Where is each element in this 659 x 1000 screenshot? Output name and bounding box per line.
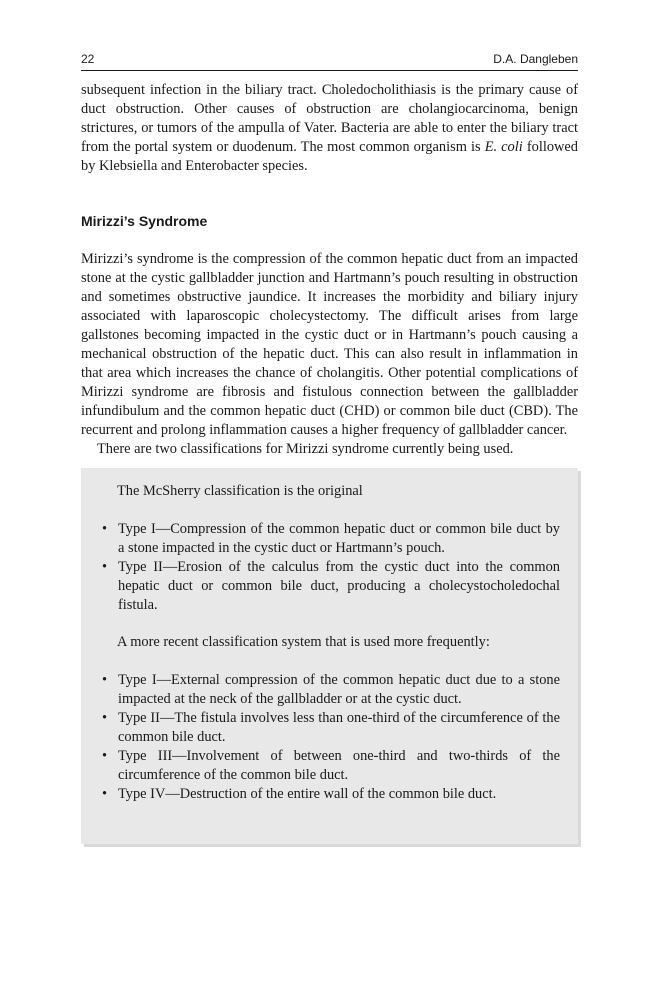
mcsherry-intro: The McSherry classification is the original <box>117 483 363 499</box>
list-item-text: Type II—The fistula involves less than one-third of the circumference of the common bile duct. <box>118 710 560 745</box>
list-item <box>99 671 560 709</box>
bullet-icon: • <box>102 521 108 537</box>
section-paragraph-1: Mirizzi’s syndrome is the compression of the common hepatic duct from an impacted stone at the cystic gallbladder junction and Hartmann’s pouch resulting in obstruction and sometimes obstructive jaundice. It increases the morbidity and biliary injury associated with laparoscopic cholecystectomy. The difficult arises from large gallstones becoming impacted in the cystic duct or in Hartmann’s pouch causing a mechanical obstruction of the hepatic duct. This can also result in inflammation in that area which increases the chance of cholangitis. Other potential complications of Mirizzi syndrome are fibrosis and fistulous connection between the gallbladder infundibulum and the common hepatic duct (CHD) or common bile duct (CBD). The recurrent and prolong inflammation causes a higher frequency of gallbladder cancer. <box>81 251 578 438</box>
recent-classification-intro: A more recent classification system that is used more frequently: <box>117 634 490 650</box>
bullet-icon: • <box>102 748 108 764</box>
mcsherry-list <box>99 520 560 615</box>
section-paragraph-2: There are two classifications for Mirizzi syndrome currently being used. <box>97 441 514 457</box>
page-number: 22 <box>81 52 95 66</box>
list-item <box>99 785 560 804</box>
intro-paragraph <box>81 81 578 176</box>
list-item-text: Type I—Compression of the common hepatic duct or common bile duct by a stone impacted in the cystic duct or Hartmann’s pouch. <box>118 521 560 556</box>
list-item <box>99 747 560 785</box>
intro-text-part-2: followed by Klebsiella and Enterobacter species. <box>81 139 578 174</box>
organism-name: E. coli <box>484 139 523 155</box>
list-item-text: Type I—External compression of the common hepatic duct due to a stone impacted at the neck of the gallbladder or at the cystic duct. <box>118 672 560 707</box>
classification-box <box>81 468 578 844</box>
list-item <box>99 520 560 558</box>
running-header <box>81 52 578 71</box>
list-item-text: Type II—Erosion of the calculus from the cystic duct into the common hepatic duct or common bile duct, producing a cholecystocholedochal fistula. <box>118 559 560 613</box>
list-item-text: Type IV—Destruction of the entire wall of the common bile duct. <box>118 786 497 802</box>
list-item <box>99 709 560 747</box>
running-head-author: D.A. Dangleben <box>493 52 578 66</box>
list-item <box>99 558 560 615</box>
page-content <box>81 81 578 844</box>
section-heading: Mirizzi’s Syndrome <box>81 213 208 229</box>
bullet-icon: • <box>102 672 108 688</box>
bullet-icon: • <box>102 710 108 726</box>
recent-classification-list <box>99 671 560 804</box>
intro-text-part-1: subsequent infection in the biliary tract. Choledocholithiasis is the primary cause of duct obstruction. Other causes of obstruction are cholangiocarcinoma, benign strictures, or tumors of the ampulla of Vater. Bacteria are able to enter the biliary tract from the portal system or duodenum. The most common organism is <box>81 82 578 155</box>
list-item-text: Type III—Involvement of between one-third and two-thirds of the circumference of the common bile duct. <box>118 748 560 783</box>
bullet-icon: • <box>102 786 108 802</box>
bullet-icon: • <box>102 559 108 575</box>
